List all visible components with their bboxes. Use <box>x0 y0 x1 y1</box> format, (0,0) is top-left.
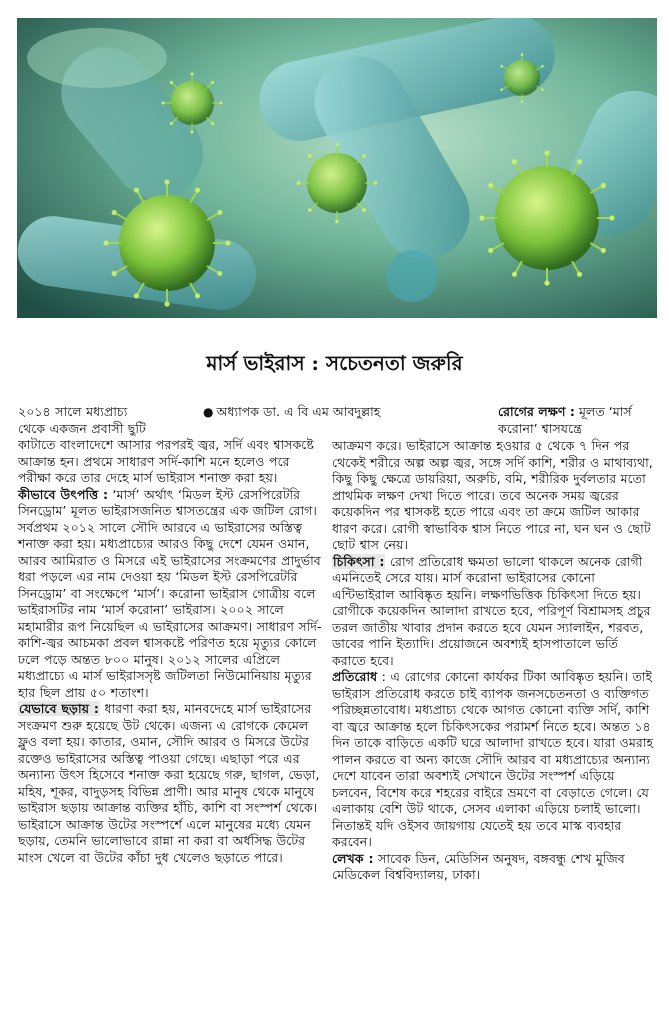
treatment-paragraph <box>332 554 654 670</box>
spread-heading: যেভাবে ছড়ায় : <box>19 701 99 716</box>
writer-heading: লেখক : <box>332 850 374 866</box>
origin-paragraph <box>18 487 324 702</box>
author-name: অধ্যাপক ডা. এ বি এম আবদুল্লাহ <box>216 404 381 419</box>
spread-text: ধারণা করা হয়, মানবদেহে মার্স ভাইরাসের সংক্রমণ শুরু হয়েছে উট থেকে। এজন্য এ রোগকে কেমেল ফ্লুও বলা হয়। কাতার, ওমান, সৌদি আরব ও মিসরে উটের রক্তেও ভাইরাসের অস্তিত্ব পাওয়া গেছে। এছাড়া পরে এর অন্যান্য উৎস হিসেবে শনাক্ত করা হয়েছে গরু, ছাগল, ভেড়া, মহিষ, শূকর, বাদুড়সহ বিভিন্ন প্রাণী। আর মানুষ থেকে মানুষে ভাইরাস ছড়ায় আক্রান্ত ব্যক্তির হাঁচি, কাশি বা সংস্পর্শ থেকে। ভাইরাসে আক্রান্ত উটের সংস্পর্শে এলে মানুষের মধ্যে যেমন ছড়ায়, তেমনি ভালোভাবে রান্না না করা বা অর্ধসিদ্ধ উটের মাংস খেলে বা উটের কাঁচা দুধ খেলেও ছড়াতে পারে। <box>18 701 320 865</box>
prevention-paragraph <box>332 669 654 851</box>
left-column <box>18 404 324 866</box>
spread-paragraph <box>18 701 324 866</box>
symptom-intro <box>498 404 658 437</box>
symptom-intro-text: মূলত ‘মার্স করোনা’ শ্বাসযন্ত্রে <box>498 404 632 436</box>
origin-heading: কীভাবে উৎপত্তি : <box>18 486 109 502</box>
writer-text: সাবেক ডিন, মেডিসিন অনুষদ, বঙ্গবন্ধু শেখ মুজিব মেডিকেল বিশ্ববিদ্যালয়, ঢাকা। <box>332 850 625 882</box>
intro-line-1: ২০১৪ সালে মধ্যপ্রাচ্য <box>18 404 128 419</box>
intro-paragraph: কাটাতে বাংলাদেশে আসার পরপরই জ্বর, সর্দি এবং শ্বাসকষ্টে আক্রান্ত হন। প্রথমে সাধারণ সর্দি-কাশি মনে হলেও পরে পরীক্ষা করে তার দেহে মার্স ভাইরাস শনাক্ত করা হয়। <box>18 437 314 485</box>
right-column <box>332 438 654 884</box>
symptom-paragraph: আক্রমণ করে। ভাইরাসে আক্রান্ত হওয়ার ৫ থেকে ৭ দিন পর থেকেই শরীরে অল্প অল্প জ্বর, সঙ্গে সর্দি কাশি, শরীর ও মাথাব্যথা, কিছু কিছু ক্ষেত্রে ডায়রিয়া, অরুচি, বমি, শরীরিক দুর্বলতার মতো প্রাথমিক লক্ষণ দেখা দিতে পারে। তবে অনেক সময় জ্বরের কয়েকদিন পর শ্বাসকষ্ট হতে পারে এবং তা ক্রমে জটিল আকার ধারণ করে। রোগী স্বাভাবিক শ্বাস নিতে পারে না, ঘন ঘন ও ছোট ছোট শ্বাস নেয়। <box>332 438 653 552</box>
bullet-icon: ● <box>203 405 214 419</box>
prevention-text: : এ রোগের কোনো কার্যকর টিকা আবিষ্কৃত হয়নি। তাই ভাইরাস প্রতিরোধ করতে চাই ব্যাপক জনসচেতনতা ও ব্যক্তিগত পরিচ্ছন্নতাবোধ। মধ্যপ্রাচ্য থেকে আগত কোনো ব্যক্তি সর্দি, কাশি বা জ্বরে আক্রান্ত হলে চিকিৎসকের পরামর্শ নিতে হবে। অন্তত ১৪ দিন তাকে বাড়িতে একটি ঘরে আলাদা রাখতে হবে। যারা ওমরাহ পালন করতে বা অন্য কাজে সৌদি আরব বা মধ্যপ্রাচ্যের অন্যান্য দেশে যাবেন তারা অবশ্যই সেখানে উটের সংস্পর্শ এড়িয়ে চলবেন, বিশেষ করে শহরের বাইরে ভ্রমণে বা বেড়াতে গেলে। যে এলাকায় বেশি উট থাকে, সেসব এলাকা এড়িয়ে চলাই ভালো। নিতান্তই যদি ওইসব জায়গায় যেতেই হয় তবে মাস্ক ব্যবহার করবেন। <box>332 669 654 849</box>
treatment-heading: চিকিৎসা : <box>333 553 385 569</box>
virus-illustration <box>17 18 657 318</box>
intro-line-2: থেকে একজন প্রবাসী ছুটি <box>18 420 146 436</box>
page-title: মার্স ভাইরাস : সচেতনতা জরুরি <box>206 351 463 375</box>
symptom-heading: রোগের লক্ষণ : <box>498 404 575 419</box>
origin-text: ‘মার্স’ অর্থাৎ ‘মিডল ইস্ট রেসপিরেটরি সিনড্রোম’ মূলত ভাইরাসজনিত শ্বাসতন্ত্রের এক জটিল রোগ। সর্বপ্রথম ২০১২ সালে সৌদি আরবে এ ভাইরাসের অস্তিত্ব শনাক্ত করা হয়। মধ্যপ্রাচ্যের আরও কিছু দেশে যেমন ওমান, আরব আমিরাত ও মিসরে এই ভাইরাসের সংক্রমণের প্রাদুর্ভাব ধরা পড়লে এর নাম দেওয়া হয় ‘মিডল ইস্ট রেসপিরেটরি সিনড্রোম’ বা সংক্ষেপে ‘মার্স’। করোনা ভাইরাস গোত্রীয় বলে ভাইরাসটির নাম ‘মার্স করোনা’ ভাইরাস। ২০০২ সালে মহামারীর রূপ নিয়েছিল এ ভাইরাসের আক্রমণ। সাধারণ সর্দি-কাশি-জ্বর আচমকা প্রবল শ্বাসকষ্টে পরিণত হয়ে মৃত্যুর কোলে ঢলে পড়ে অন্তত ৮০০ মানুষ। ২০১২ সালের এপ্রিলে মধ্যপ্রাচ্যে এ মার্স ভাইরাসসৃষ্ট জটিলতা নিউমোনিয়ায় মৃত্যুর হার ছিল প্রায় ৫০ শতাংশ। <box>18 486 322 700</box>
prevention-heading: প্রতিরোধ <box>332 669 378 684</box>
writer-paragraph <box>332 851 654 884</box>
virus-image <box>17 18 657 318</box>
treatment-text: রোগ প্রতিরোধ ক্ষমতা ভালো থাকলে অনেক রোগী এমনিতেই সেরে যায়। মার্স করোনা ভাইরাসের কোনো এন্টিভাইরাল আবিষ্কৃত হয়নি। লক্ষণভিত্তিক চিকিৎসা দিতে হয়। রোগীকে কয়েকদিন আলাদা রাখতে হবে, পরিপূর্ণ বিশ্রামসহ প্রচুর তরল জাতীয় খাবার প্রদান করতে হবে যেমন স্যালাইন, শরবত, ডাবের পানি ইত্যাদি। প্রয়োজনে অবশ্যই হাসপাতালে ভর্তি করাতে হবে। <box>332 553 651 668</box>
